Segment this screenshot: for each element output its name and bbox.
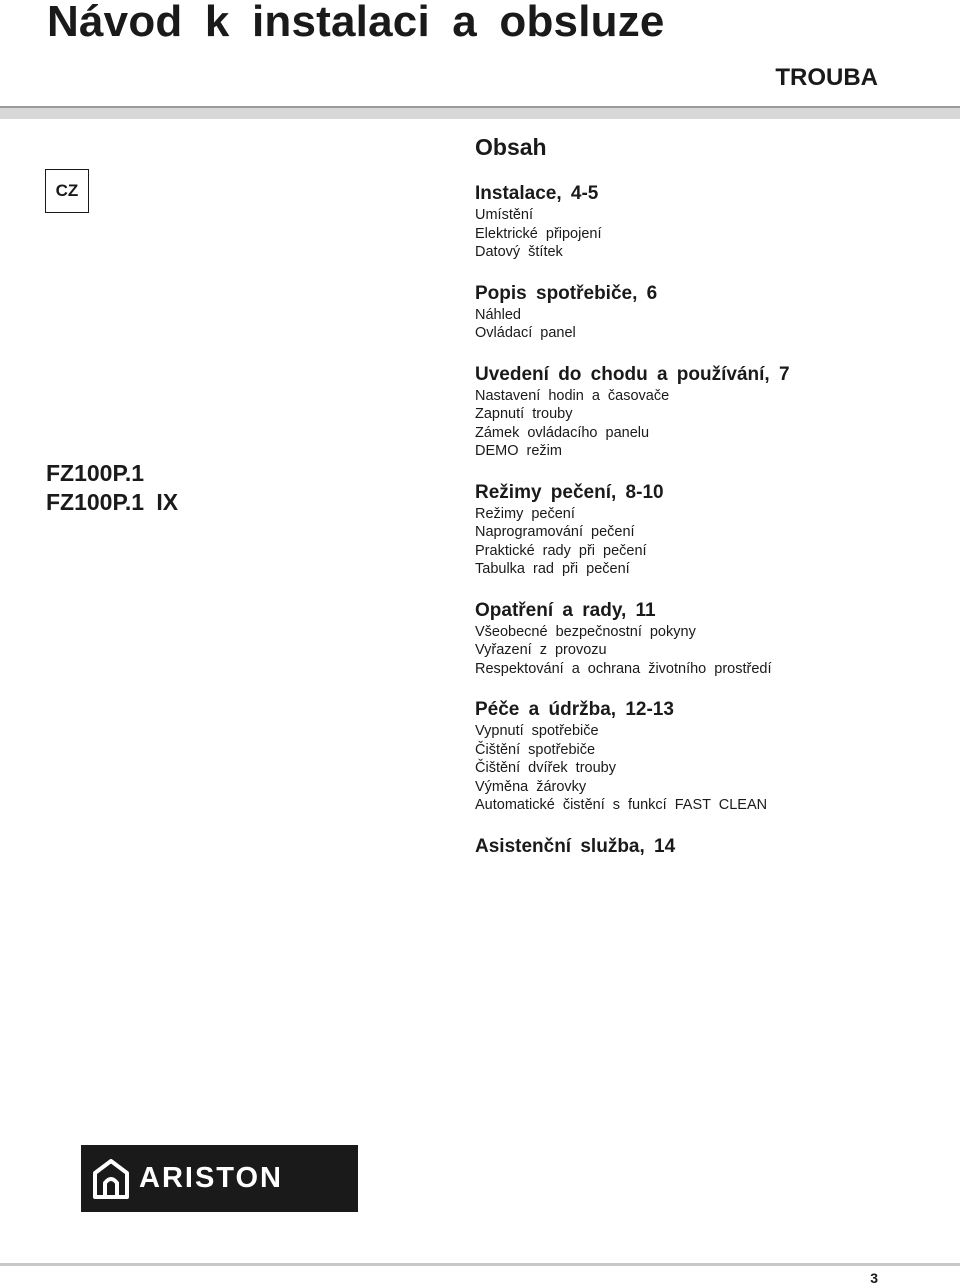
toc-section-title: Opatření a rady, 11 [475, 599, 656, 621]
toc-item: Nastavení hodin a časovače [475, 387, 670, 404]
toc-item: Zapnutí trouby [475, 406, 573, 422]
toc-section [475, 599, 945, 679]
table-of-contents [475, 132, 945, 879]
toc-section-title: Režimy pečení, 8-10 [475, 481, 664, 503]
toc-item: Umístění [475, 207, 534, 223]
header-divider [0, 106, 960, 119]
product-type: TROUBA [775, 64, 878, 91]
toc-item: Zámek ovládacího panelu [475, 424, 650, 441]
model-list [46, 459, 178, 517]
toc-item-list [475, 505, 945, 579]
toc-item: Čištění spotřebiče [475, 741, 596, 758]
model-name: FZ100P.1 IX [46, 489, 179, 515]
toc-item: Respektování a ochrana životního prostředí [475, 660, 772, 677]
toc-sections [475, 182, 945, 859]
language-code: CZ [55, 181, 79, 200]
toc-item: Čištění dvířek trouby [475, 760, 616, 776]
toc-section-title: Uvedení do chodu a používání, 7 [475, 363, 790, 385]
toc-item-list [475, 206, 945, 262]
model-name: FZ100P.1 [46, 460, 145, 486]
brand-logo [81, 1145, 358, 1212]
toc-section-title: Instalace, 4-5 [475, 183, 599, 204]
footer-divider [0, 1263, 960, 1266]
toc-item: Všeobecné bezpečnostní pokyny [475, 623, 696, 640]
toc-section [475, 698, 945, 815]
house-icon [93, 1159, 129, 1199]
page-number: 3 [870, 1270, 878, 1286]
toc-item-list [475, 387, 945, 461]
language-badge [45, 169, 89, 213]
toc-section [475, 481, 945, 579]
toc-section [475, 182, 945, 262]
toc-section-title: Asistenční služba, 14 [475, 835, 676, 857]
brand-name: ARISTON [139, 1162, 283, 1194]
toc-item: Praktické rady při pečení [475, 542, 647, 559]
toc-item: Elektrické připojení [475, 225, 602, 242]
document-title: Návod k instalaci a obsluze [47, 0, 665, 46]
toc-item: Výměna žárovky [475, 778, 587, 795]
toc-item: Datový štítek [475, 244, 563, 260]
toc-item: Naprogramování pečení [475, 524, 635, 540]
toc-section [475, 835, 945, 859]
toc-section [475, 282, 945, 343]
toc-item: Vypnutí spotřebiče [475, 723, 599, 739]
toc-item: Tabulka rad při pečení [475, 561, 630, 577]
toc-item: Režimy pečení [475, 505, 575, 522]
toc-item: DEMO režim [475, 443, 562, 459]
toc-section-title: Popis spotřebiče, 6 [475, 282, 658, 304]
toc-item: Vyřazení z provozu [475, 642, 607, 658]
toc-item: Náhled [475, 306, 521, 323]
toc-item-list [475, 722, 945, 815]
toc-section [475, 363, 945, 461]
toc-item: Ovládací panel [475, 325, 576, 341]
toc-item: Automatické čistění s funkcí FAST CLEAN [475, 797, 768, 813]
toc-section-title: Péče a údržba, 12-13 [475, 699, 674, 720]
toc-item-list [475, 306, 945, 343]
toc-item-list [475, 623, 945, 679]
toc-heading: Obsah [475, 134, 547, 160]
